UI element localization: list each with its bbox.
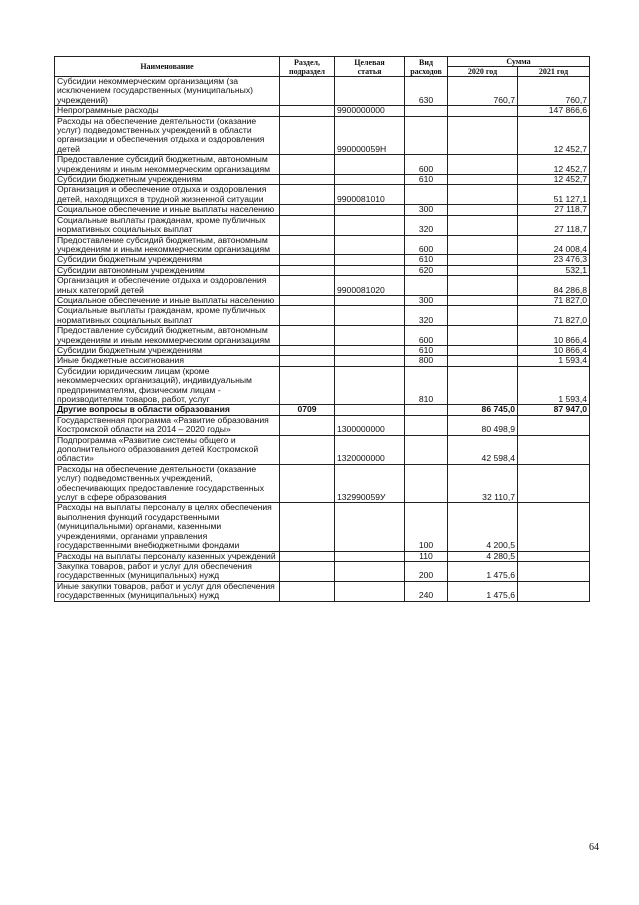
row-sum-2021-cell: 532,1 bbox=[518, 265, 590, 275]
row-vid-cell bbox=[405, 185, 448, 205]
row-vid-cell bbox=[405, 276, 448, 296]
row-razdel-cell bbox=[280, 215, 335, 235]
row-sum-2021-cell bbox=[518, 464, 590, 503]
row-celevaya-cell bbox=[335, 306, 405, 326]
row-razdel-cell bbox=[280, 306, 335, 326]
row-vid-cell: 300 bbox=[405, 205, 448, 215]
row-sum-2020-cell: 4 280,5 bbox=[448, 551, 518, 561]
row-name-cell: Организация и обеспечение отдыха и оздоровления иных категорий детей bbox=[55, 276, 280, 296]
row-vid-cell: 600 bbox=[405, 235, 448, 255]
table-row bbox=[55, 405, 590, 415]
row-vid-cell: 320 bbox=[405, 215, 448, 235]
row-sum-2020-cell: 1 475,6 bbox=[448, 561, 518, 581]
row-razdel-cell bbox=[280, 366, 335, 405]
row-sum-2021-cell: 10 866,4 bbox=[518, 345, 590, 355]
row-name-cell: Закупка товаров, работ и услуг для обеспечения государственных (муниципальных) нужд bbox=[55, 561, 280, 581]
row-name-cell: Расходы на выплаты персоналу в целях обеспечения выполнения функций государственными (муниципальными) органами, казенными учреждениями, органами управления государственными внебюджетными фондами bbox=[55, 503, 280, 551]
row-razdel-cell bbox=[280, 356, 335, 366]
table-row bbox=[55, 116, 590, 155]
row-sum-2021-cell: 51 127,1 bbox=[518, 185, 590, 205]
table-row bbox=[55, 205, 590, 215]
row-celevaya-cell bbox=[335, 215, 405, 235]
row-sum-2021-cell: 23 476,3 bbox=[518, 255, 590, 265]
header-vid-line2: расходов bbox=[410, 66, 442, 76]
row-celevaya-cell bbox=[335, 405, 405, 415]
row-vid-cell bbox=[405, 116, 448, 155]
row-vid-cell bbox=[405, 405, 448, 415]
table-row bbox=[55, 306, 590, 326]
row-vid-cell: 200 bbox=[405, 561, 448, 581]
row-razdel-cell bbox=[280, 276, 335, 296]
row-sum-2020-cell: 760,7 bbox=[448, 77, 518, 106]
row-sum-2020-cell: 42 598,4 bbox=[448, 435, 518, 464]
row-vid-cell: 300 bbox=[405, 295, 448, 305]
row-name-cell: Другие вопросы в области образования bbox=[55, 405, 280, 415]
row-name-cell: Подпрограмма «Развитие системы общего и дополнительного образования детей Костромской области» bbox=[55, 435, 280, 464]
row-name-cell: Субсидии бюджетным учреждениям bbox=[55, 175, 280, 185]
row-razdel-cell bbox=[280, 235, 335, 255]
row-sum-2020-cell bbox=[448, 155, 518, 175]
row-sum-2021-cell: 10 866,4 bbox=[518, 326, 590, 346]
row-sum-2021-cell: 1 593,4 bbox=[518, 366, 590, 405]
row-name-cell: Расходы на обеспечение деятельности (оказание услуг) подведомственных учреждений, обеспечивающих предоставление государственных услуг в сфере образования bbox=[55, 464, 280, 503]
row-vid-cell bbox=[405, 464, 448, 503]
header-razdel-line1: Раздел, bbox=[293, 57, 321, 67]
row-sum-2021-cell: 12 452,7 bbox=[518, 175, 590, 185]
table-row bbox=[55, 435, 590, 464]
row-razdel-cell bbox=[280, 503, 335, 551]
table-row bbox=[55, 366, 590, 405]
row-vid-cell: 630 bbox=[405, 77, 448, 106]
row-celevaya-cell bbox=[335, 581, 405, 601]
row-celevaya-cell bbox=[335, 205, 405, 215]
budget-table bbox=[54, 56, 590, 602]
row-vid-cell bbox=[405, 415, 448, 435]
header-celevaya-line2: статья bbox=[357, 66, 382, 76]
row-razdel-cell bbox=[280, 561, 335, 581]
row-sum-2020-cell: 1 475,6 bbox=[448, 581, 518, 601]
row-sum-2020-cell bbox=[448, 366, 518, 405]
table-row bbox=[55, 215, 590, 235]
row-vid-cell bbox=[405, 106, 448, 116]
row-sum-2021-cell: 760,7 bbox=[518, 77, 590, 106]
table-row bbox=[55, 185, 590, 205]
row-vid-cell: 100 bbox=[405, 503, 448, 551]
row-name-cell: Субсидии некоммерческим организациям (за исключением государственных (муниципальных) учреждений) bbox=[55, 77, 280, 106]
row-sum-2020-cell bbox=[448, 215, 518, 235]
row-celevaya-cell bbox=[335, 356, 405, 366]
row-name-cell: Непрограммные расходы bbox=[55, 106, 280, 116]
row-razdel-cell bbox=[280, 116, 335, 155]
row-celevaya-cell: 9900000000 bbox=[335, 106, 405, 116]
table-row bbox=[55, 356, 590, 366]
row-vid-cell: 610 bbox=[405, 255, 448, 265]
table-row bbox=[55, 464, 590, 503]
row-name-cell: Социальные выплаты гражданам, кроме публичных нормативных социальных выплат bbox=[55, 215, 280, 235]
row-sum-2021-cell: 12 452,7 bbox=[518, 116, 590, 155]
row-sum-2021-cell: 87 947,0 bbox=[518, 405, 590, 415]
row-sum-2020-cell: 32 110,7 bbox=[448, 464, 518, 503]
row-sum-2021-cell bbox=[518, 503, 590, 551]
row-celevaya-cell: 9900081010 bbox=[335, 185, 405, 205]
table-row bbox=[55, 155, 590, 175]
row-vid-cell: 610 bbox=[405, 175, 448, 185]
row-sum-2021-cell: 27 118,7 bbox=[518, 205, 590, 215]
row-celevaya-cell bbox=[335, 77, 405, 106]
row-celevaya-cell bbox=[335, 561, 405, 581]
row-sum-2021-cell bbox=[518, 581, 590, 601]
header-vid bbox=[405, 57, 448, 77]
row-celevaya-cell bbox=[335, 295, 405, 305]
row-sum-2021-cell: 147 866,6 bbox=[518, 106, 590, 116]
row-razdel-cell bbox=[280, 255, 335, 265]
header-celevaya-line1: Целевая bbox=[354, 57, 385, 67]
row-vid-cell: 810 bbox=[405, 366, 448, 405]
table-row bbox=[55, 551, 590, 561]
row-celevaya-cell bbox=[335, 551, 405, 561]
row-razdel-cell bbox=[280, 415, 335, 435]
row-razdel-cell bbox=[280, 185, 335, 205]
row-vid-cell: 320 bbox=[405, 306, 448, 326]
table-row bbox=[55, 326, 590, 346]
table-row bbox=[55, 77, 590, 106]
row-vid-cell bbox=[405, 435, 448, 464]
row-name-cell: Предоставление субсидий бюджетным, автономным учреждениям и иным некоммерческим организациям bbox=[55, 326, 280, 346]
row-celevaya-cell: 132990059У bbox=[335, 464, 405, 503]
row-name-cell: Организация и обеспечение отдыха и оздоровления детей, находящихся в трудной жизненной ситуации bbox=[55, 185, 280, 205]
row-sum-2021-cell bbox=[518, 551, 590, 561]
header-summa: Сумма bbox=[448, 57, 590, 67]
row-sum-2020-cell bbox=[448, 205, 518, 215]
header-vid-line1: Вид bbox=[419, 57, 433, 67]
table-row bbox=[55, 561, 590, 581]
header-year-2021: 2021 год bbox=[518, 67, 590, 77]
row-vid-cell: 800 bbox=[405, 356, 448, 366]
row-sum-2021-cell: 1 593,4 bbox=[518, 356, 590, 366]
row-celevaya-cell bbox=[335, 326, 405, 346]
row-name-cell: Предоставление субсидий бюджетным, автономным учреждениям и иным некоммерческим организациям bbox=[55, 235, 280, 255]
header-name: Наименование bbox=[55, 57, 280, 77]
row-sum-2021-cell bbox=[518, 435, 590, 464]
row-razdel-cell bbox=[280, 345, 335, 355]
row-name-cell: Социальные выплаты гражданам, кроме публичных нормативных социальных выплат bbox=[55, 306, 280, 326]
row-razdel-cell bbox=[280, 551, 335, 561]
row-name-cell: Субсидии бюджетным учреждениям bbox=[55, 255, 280, 265]
row-celevaya-cell: 1300000000 bbox=[335, 415, 405, 435]
row-name-cell: Иные бюджетные ассигнования bbox=[55, 356, 280, 366]
row-name-cell: Субсидии юридическим лицам (кроме некоммерческих организаций), индивидуальным предпринимателям, физическим лицам - производителям товаров, работ, услуг bbox=[55, 366, 280, 405]
row-vid-cell: 600 bbox=[405, 326, 448, 346]
row-sum-2020-cell bbox=[448, 116, 518, 155]
row-razdel-cell bbox=[280, 265, 335, 275]
row-celevaya-cell: 1320000000 bbox=[335, 435, 405, 464]
row-sum-2021-cell: 24 008,4 bbox=[518, 235, 590, 255]
row-sum-2020-cell bbox=[448, 356, 518, 366]
row-celevaya-cell bbox=[335, 155, 405, 175]
row-vid-cell: 110 bbox=[405, 551, 448, 561]
row-sum-2020-cell bbox=[448, 306, 518, 326]
row-sum-2021-cell: 71 827,0 bbox=[518, 295, 590, 305]
row-celevaya-cell bbox=[335, 255, 405, 265]
row-vid-cell: 600 bbox=[405, 155, 448, 175]
row-sum-2021-cell: 27 118,7 bbox=[518, 215, 590, 235]
row-celevaya-cell bbox=[335, 175, 405, 185]
table-row bbox=[55, 235, 590, 255]
row-name-cell: Государственная программа «Развитие образования Костромской области на 2014 – 2020 годы» bbox=[55, 415, 280, 435]
row-name-cell: Субсидии автономным учреждениям bbox=[55, 265, 280, 275]
row-razdel-cell bbox=[280, 77, 335, 106]
row-name-cell: Социальное обеспечение и иные выплаты населению bbox=[55, 205, 280, 215]
row-razdel-cell bbox=[280, 464, 335, 503]
table-row bbox=[55, 255, 590, 265]
table-row bbox=[55, 345, 590, 355]
row-celevaya-cell bbox=[335, 265, 405, 275]
table-row bbox=[55, 265, 590, 275]
table-row bbox=[55, 503, 590, 551]
row-name-cell: Расходы на выплаты персоналу казенных учреждений bbox=[55, 551, 280, 561]
header-razdel bbox=[280, 57, 335, 77]
row-sum-2021-cell: 71 827,0 bbox=[518, 306, 590, 326]
row-sum-2021-cell: 84 286,8 bbox=[518, 276, 590, 296]
table-row bbox=[55, 276, 590, 296]
header-year-2020: 2020 год bbox=[448, 67, 518, 77]
row-name-cell: Иные закупки товаров, работ и услуг для обеспечения государственных (муниципальных) нужд bbox=[55, 581, 280, 601]
row-name-cell: Расходы на обеспечение деятельности (оказание услуг) подведомственных учреждений в области организации и обеспечения отдыха и оздоровления детей bbox=[55, 116, 280, 155]
row-vid-cell: 610 bbox=[405, 345, 448, 355]
row-sum-2020-cell: 80 498,9 bbox=[448, 415, 518, 435]
row-celevaya-cell bbox=[335, 345, 405, 355]
row-name-cell: Предоставление субсидий бюджетным, автономным учреждениям и иным некоммерческим организациям bbox=[55, 155, 280, 175]
row-sum-2020-cell bbox=[448, 265, 518, 275]
row-razdel-cell bbox=[280, 106, 335, 116]
row-razdel-cell bbox=[280, 581, 335, 601]
row-sum-2020-cell: 86 745,0 bbox=[448, 405, 518, 415]
table-body bbox=[55, 77, 590, 602]
table-row bbox=[55, 415, 590, 435]
row-razdel-cell bbox=[280, 155, 335, 175]
row-razdel-cell bbox=[280, 175, 335, 185]
row-vid-cell: 620 bbox=[405, 265, 448, 275]
row-razdel-cell bbox=[280, 205, 335, 215]
page-number: 64 bbox=[589, 842, 599, 853]
row-sum-2020-cell bbox=[448, 326, 518, 346]
row-celevaya-cell bbox=[335, 503, 405, 551]
row-sum-2020-cell bbox=[448, 276, 518, 296]
row-sum-2020-cell bbox=[448, 106, 518, 116]
row-sum-2021-cell bbox=[518, 415, 590, 435]
row-name-cell: Субсидии бюджетным учреждениям bbox=[55, 345, 280, 355]
row-sum-2020-cell bbox=[448, 185, 518, 205]
row-sum-2020-cell bbox=[448, 345, 518, 355]
table-row bbox=[55, 175, 590, 185]
row-sum-2020-cell: 4 200,5 bbox=[448, 503, 518, 551]
row-sum-2020-cell bbox=[448, 235, 518, 255]
table-row bbox=[55, 581, 590, 601]
row-razdel-cell bbox=[280, 326, 335, 346]
row-sum-2020-cell bbox=[448, 255, 518, 265]
row-sum-2020-cell bbox=[448, 175, 518, 185]
table-row bbox=[55, 106, 590, 116]
row-razdel-cell bbox=[280, 295, 335, 305]
header-celevaya bbox=[335, 57, 405, 77]
row-celevaya-cell: 9900081020 bbox=[335, 276, 405, 296]
row-vid-cell: 240 bbox=[405, 581, 448, 601]
row-sum-2021-cell bbox=[518, 561, 590, 581]
row-sum-2020-cell bbox=[448, 295, 518, 305]
row-celevaya-cell: 990000059Н bbox=[335, 116, 405, 155]
row-sum-2021-cell: 12 452,7 bbox=[518, 155, 590, 175]
row-celevaya-cell bbox=[335, 366, 405, 405]
row-name-cell: Социальное обеспечение и иные выплаты населению bbox=[55, 295, 280, 305]
row-celevaya-cell bbox=[335, 235, 405, 255]
row-razdel-cell bbox=[280, 435, 335, 464]
budget-table-page bbox=[54, 56, 589, 602]
row-razdel-cell: 0709 bbox=[280, 405, 335, 415]
table-row bbox=[55, 295, 590, 305]
header-razdel-line2: подраздел bbox=[288, 66, 326, 76]
